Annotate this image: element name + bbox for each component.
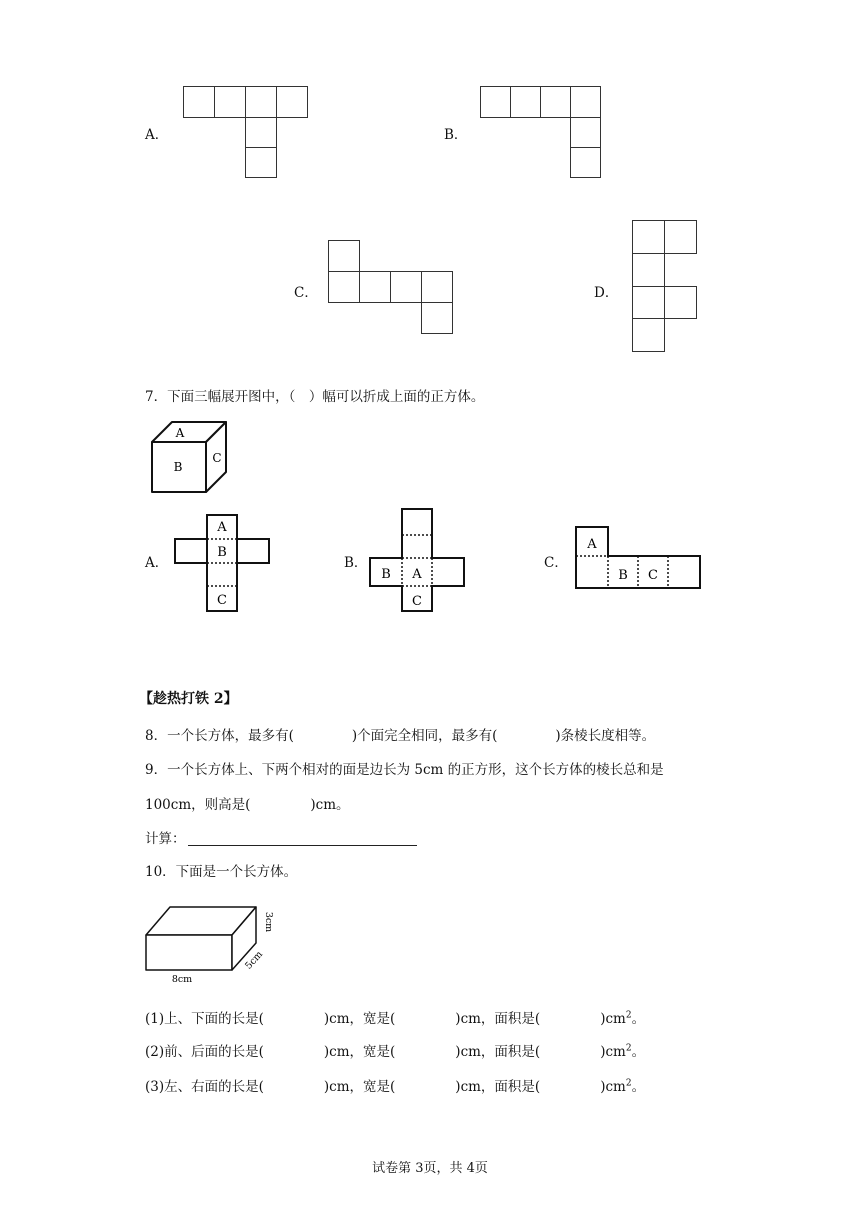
net-option-c: [328, 240, 458, 336]
q10-row-1: [145, 1010, 645, 1028]
q7-net-b: [369, 508, 465, 614]
q9-line2: [145, 796, 350, 814]
q7-net-a-label-top: A: [217, 520, 227, 535]
q7-net-a: [174, 514, 270, 614]
q7-net-b-label-bottom: C: [412, 594, 422, 609]
q10-row-2-a: (2)前、后面的长是(: [145, 1044, 264, 1060]
q9-line1: 9．一个长方体上、下两个相对的面是边长为 5cm 的正方形，这个长方体的棱长总和是: [145, 762, 664, 778]
q9-line2-a: 100cm，则高是(: [145, 797, 251, 813]
q7-net-b-label-left: B: [381, 567, 391, 582]
q8-part2: )个面完全相同，最多有(: [351, 728, 498, 744]
option-b-label: B．: [444, 127, 468, 143]
q10-row-3: [145, 1078, 645, 1096]
q10-row-2-e: 。: [631, 1044, 646, 1060]
section-title: 【趁热打铁 2】: [139, 691, 238, 707]
q10-row-2-d: )cm: [600, 1044, 626, 1060]
cuboid-height-label: 3cm: [263, 911, 274, 933]
q8-part3: )条棱长度相等。: [555, 728, 656, 744]
q9-calc-answer-line[interactable]: [188, 845, 417, 846]
q8-part1: 8．一个长方体，最多有(: [145, 728, 294, 744]
net-option-a: [183, 86, 313, 182]
q7-option-c-label: C．: [544, 555, 568, 571]
option-a-label: A．: [145, 127, 169, 143]
option-d-label: D．: [594, 285, 619, 301]
q7-net-c-label-c: C: [648, 568, 658, 583]
q10-row-3-e: 。: [631, 1079, 646, 1095]
cuboid-width-label: 5cm: [243, 949, 266, 972]
q7-stem: 7．下面三幅展开图中，（ ）幅可以折成上面的正方体。: [145, 389, 485, 405]
q10-row-1-e: 。: [631, 1011, 646, 1027]
cube-label-side: C: [212, 451, 222, 465]
q10-row-3-c: )cm，面积是(: [455, 1079, 541, 1095]
q10-row-1-b: )cm，宽是(: [323, 1011, 396, 1027]
cuboid-figure: [144, 905, 294, 985]
q9-line2-b: )cm。: [310, 797, 350, 813]
q10-row-3-a: (3)左、右面的长是(: [145, 1079, 264, 1095]
q10-stem: 10．下面是一个长方体。: [145, 864, 298, 880]
cuboid-length-label: 8cm: [171, 974, 193, 985]
q8-text: [145, 727, 655, 745]
option-c-label: C．: [294, 285, 318, 301]
net-option-d: [632, 220, 702, 356]
q10-row-1-d: )cm: [600, 1011, 626, 1027]
q10-row-2: [145, 1043, 645, 1061]
q10-row-2-sup: 2: [625, 1043, 632, 1054]
cube-label-front: B: [173, 460, 183, 474]
q7-net-b-label-center: A: [412, 567, 422, 582]
cube-label-top: A: [175, 426, 185, 440]
q7-net-a-label-bottom: C: [217, 593, 227, 608]
q9-calc-label: 计算：: [145, 831, 186, 847]
q7-net-a-label-mid: B: [217, 545, 227, 560]
q10-row-1-sup: 2: [625, 1010, 632, 1021]
q10-row-3-d: )cm: [600, 1079, 626, 1095]
q10-row-1-a: (1)上、下面的长是(: [145, 1011, 264, 1027]
cube-figure: [150, 420, 230, 500]
q7-net-c-label-b: B: [618, 568, 628, 583]
q7-option-b-label: B．: [344, 555, 368, 571]
q10-row-2-c: )cm，面积是(: [455, 1044, 541, 1060]
q10-row-2-b: )cm，宽是(: [323, 1044, 396, 1060]
q10-row-3-b: )cm，宽是(: [323, 1079, 396, 1095]
q7-net-c-label-top: A: [587, 537, 597, 552]
q10-row-1-c: )cm，面积是(: [455, 1011, 541, 1027]
q10-row-3-sup: 2: [625, 1078, 632, 1089]
q7-net-c: [575, 526, 705, 592]
net-option-b: [480, 86, 610, 182]
page-footer: 试卷第 3页，共 4页: [372, 1161, 488, 1176]
q7-option-a-label: A．: [145, 555, 169, 571]
